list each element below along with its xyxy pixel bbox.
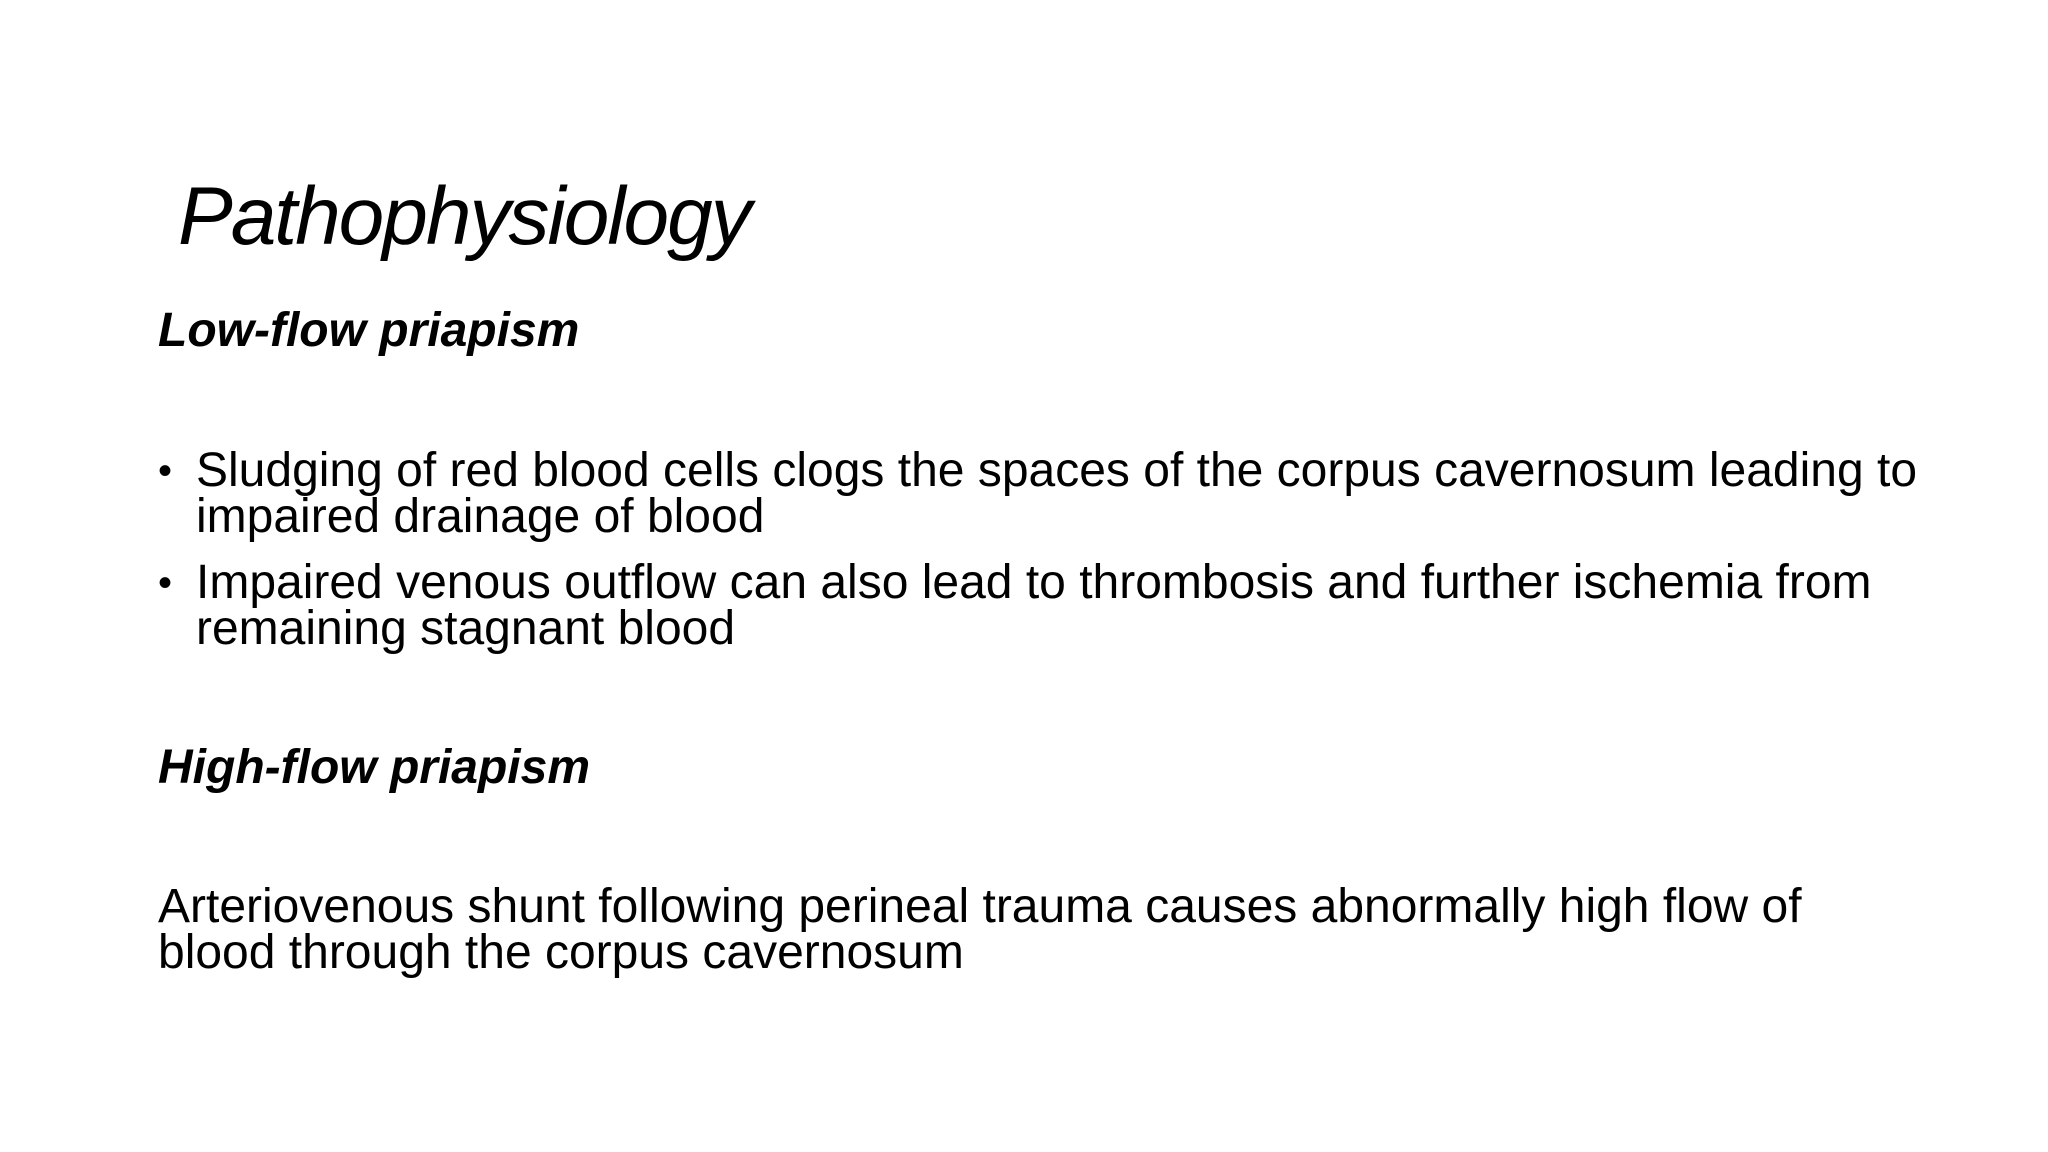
slide-title: Pathophysiology <box>178 171 750 262</box>
high-flow-heading: High-flow priapism <box>158 741 590 794</box>
bullet-item <box>158 444 1918 543</box>
high-flow-description: Arteriovenous shunt following perineal trauma causes abnormally high flow of blood through the corpus cavernosum <box>158 880 1802 979</box>
bullet-item <box>158 556 1918 655</box>
bullet-text: Sludging of red blood cells clogs the spaces of the corpus cavernosum leading to impaired drainage of blood <box>196 444 1918 543</box>
bullet-icon: • <box>158 449 173 493</box>
bullet-text: Impaired venous outflow can also lead to thrombosis and further ischemia from remaining stagnant blood <box>196 556 1872 655</box>
low-flow-bullet-list <box>158 444 1918 672</box>
bullet-icon: • <box>158 561 173 605</box>
low-flow-heading: Low-flow priapism <box>158 304 580 357</box>
